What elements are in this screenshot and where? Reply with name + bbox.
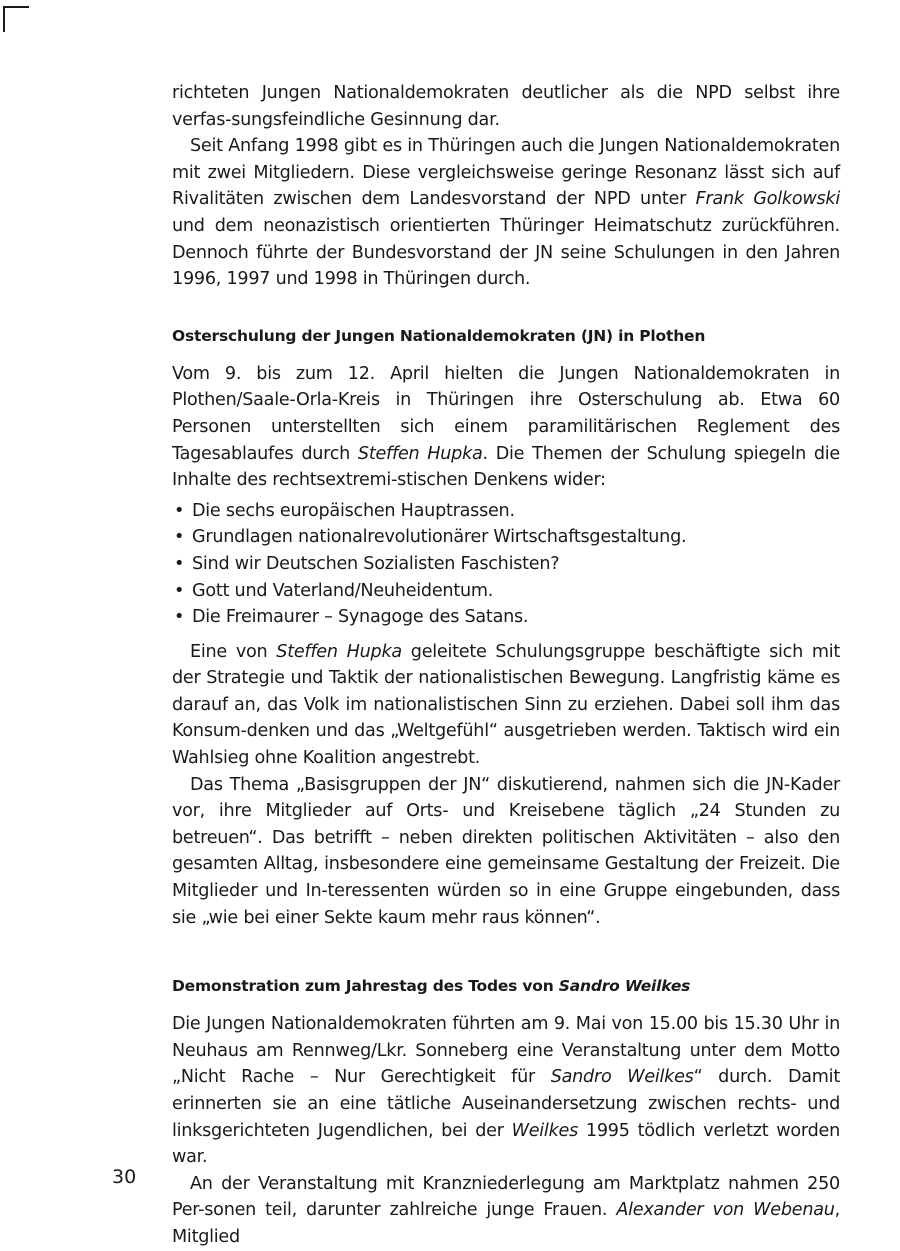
text-run: An der Veranstaltung mit Kranzniederlegung am Marktplatz nahmen 250 Per-sonen teil, darunter zahlreiche junge Frauen. [172,1173,840,1221]
paragraph-kranzniederlegung [172,1171,840,1251]
text-run: Seit Anfang 1998 gibt es in Thüringen auch die Jungen Nationaldemokraten mit zwei Mitgliedern. Diese vergleichsweise geringe Resonanz lässt sich auf Rivalitäten zwischen dem Landesvorstand der NPD unter [172,136,840,210]
crop-mark-vertical [3,6,5,32]
page-number: 30 [112,1166,137,1188]
paragraph-basisgruppen: Das Thema „Basisgruppen der JN“ diskutierend, nahmen sich die JN-Kader vor, ihre Mitglieder auf Orts- und Kreisebene täglich „24 Stunden zu betreuen“. Das betrifft – neben direkten politischen Aktivitäten – also den gesamten Alltag, insbesondere eine gemeinsame Gestaltung der Freizeit. Die Mitglieder und In-teressenten würden so in eine Gruppe eingebunden, dass sie „wie bei einer Sekte kaum mehr raus können“. [172,774,840,928]
paragraph-demonstration [172,1011,840,1171]
text-run: 1995 tödlich verletzt worden war. [172,1120,840,1168]
heading-text: Demonstration zum Jahrestag des Todes von [172,977,559,996]
text-run: Die Jungen Nationaldemokraten führten am 9. Mai von 15.00 bis 15.30 Uhr in Neuhaus am Rennweg/Lkr. Sonneberg eine Veranstaltung unter dem Motto „Nicht Rache – Nur Gerechtigkeit für [172,1014,840,1088]
person-name: Weilkes [511,1120,579,1141]
person-name: Sandro Weilkes [558,977,691,996]
paragraph-strategie [172,639,840,772]
person-name: Steffen Hupka [357,443,483,464]
page-body [172,80,840,1251]
text-run: “ durch. Damit erinnerten sie an eine tätliche Auseinandersetzung zwischen rechts- und linksgerichteten Jugendlichen, bei der [172,1067,840,1141]
text-run: . Die Themen der Schulung spiegeln die Inhalte des rechtsextremi-stischen Denkens wider: [172,443,840,491]
crop-mark-horizontal [3,6,29,8]
themen-list [172,498,840,631]
text-run: Eine von [190,641,277,662]
list-item: • Die Freimaurer – Synagoge des Satans. [172,604,840,631]
person-name: Alexander von Webenau [616,1200,835,1221]
list-item: • Grundlagen nationalrevolutionärer Wirtschaftsgestaltung. [172,524,840,551]
list-item: • Sind wir Deutschen Sozialisten Faschisten? [172,551,840,578]
list-item: • Gott und Vaterland/Neuheidentum. [172,578,840,605]
paragraph-osterschulung [172,361,840,494]
person-name: Frank Golkowski [695,189,841,210]
text-run: geleitete Schulungsgruppe beschäftigte sich mit der Strategie und Taktik der nationalistischen Bewegung. Langfristig käme es darauf an, das Volk im nationalistischen Sinn zu erziehen. Dabei soll ihm das Konsum-denken und das „Weltgefühl“ ausgetrieben werden. Taktisch wird ein Wahlsieg ohne Koalition angestrebt. [172,641,840,769]
heading-demonstration [172,973,840,999]
text-run: und dem neonazistisch orientierten Thüringer Heimatschutz zurückführen. Dennoch führte der Bundesvorstand der JN seine Schulungen in den Jahren 1996, 1997 und 1998 in Thüringen durch. [172,215,840,290]
person-name: Sandro Weilkes [550,1067,694,1088]
person-name: Steffen Hupka [276,641,402,662]
paragraph-intro: richteten Jungen Nationaldemokraten deutlicher als die NPD selbst ihre verfas-sungsfeindliche Gesinnung dar. [172,83,840,130]
text-run: Vom 9. bis zum 12. April hielten die Jungen Nationaldemokraten in Plothen/Saale-Orla-Kreis in Thüringen ihre Osterschulung ab. Etwa 60 Personen unterstellten sich einem paramilitärischen Reglement des Tagesablaufes durch [172,363,840,464]
heading-osterschulung: Osterschulung der Jungen Nationaldemokraten (JN) in Plothen [172,326,706,345]
list-item: • Die sechs europäischen Hauptrassen. [172,498,840,525]
paragraph-thueringen [172,133,840,293]
text-run: , Mitglied [172,1200,841,1247]
